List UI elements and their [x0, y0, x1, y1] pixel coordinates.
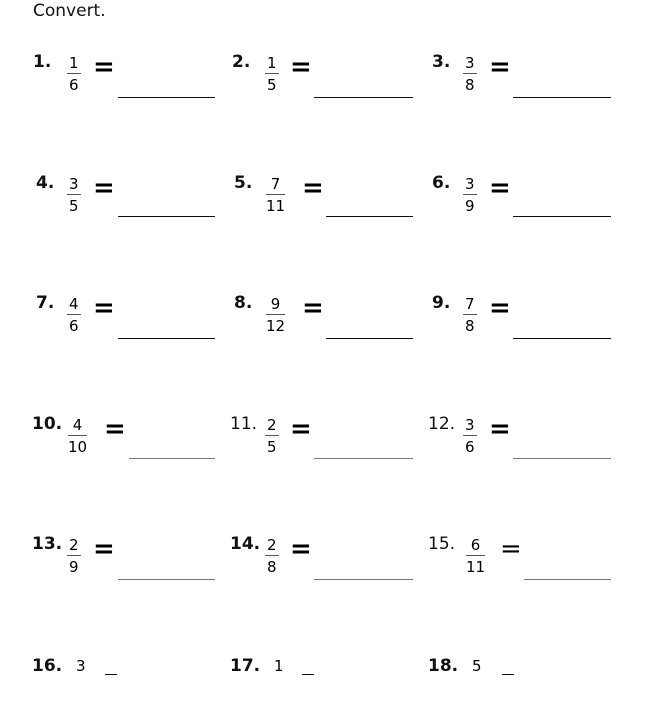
numerator: 2: [267, 536, 277, 554]
problem-number: 5.: [234, 173, 253, 193]
problem-number: 16.: [32, 656, 63, 676]
problem-number: 8.: [234, 293, 253, 313]
numerator: 1: [69, 54, 79, 72]
fraction-bar: [466, 555, 485, 556]
answer-blank-8[interactable]: [326, 338, 413, 339]
numerator: 9: [270, 295, 281, 313]
fraction-bar: [265, 73, 279, 74]
equals-sign: =: [93, 534, 115, 564]
fraction: [266, 295, 285, 335]
denominator: 8: [465, 76, 475, 94]
denominator: 8: [267, 558, 277, 576]
numerator: 2: [267, 416, 277, 434]
fraction: [470, 657, 484, 675]
numerator: 3: [76, 657, 86, 675]
equals-sign: =: [500, 534, 522, 564]
problem-9: [432, 293, 622, 343]
fraction-bar: [67, 73, 81, 74]
denominator: 6: [465, 438, 475, 456]
numerator: 7: [270, 175, 281, 193]
numerator: 3: [465, 175, 475, 193]
problem-8: [234, 293, 424, 343]
instructions-heading: Convert.: [33, 1, 106, 21]
equals-sign: =: [489, 173, 511, 203]
fraction-bar: [67, 194, 81, 195]
problem-15: [428, 534, 618, 584]
numerator: 3: [465, 54, 475, 72]
fraction: [67, 295, 81, 335]
answer-blank-11[interactable]: [314, 458, 413, 459]
problem-number: 10.: [32, 414, 63, 434]
answer-blank-2[interactable]: [314, 97, 413, 98]
problem-number: 4.: [36, 173, 55, 193]
equals-sign: =: [489, 293, 511, 323]
problem-number: 6.: [432, 173, 451, 193]
denominator: 9: [69, 558, 79, 576]
fraction: [272, 657, 286, 675]
fraction-bar: [463, 194, 477, 195]
fraction-bar: [265, 555, 279, 556]
denominator: 8: [465, 317, 475, 335]
answer-blank-5[interactable]: [326, 216, 413, 217]
problem-number: 11.: [230, 414, 258, 434]
numerator: 3: [69, 175, 79, 193]
answer-blank-7[interactable]: [118, 338, 215, 339]
problem-16: [32, 656, 222, 706]
answer-blank-6[interactable]: [513, 216, 611, 217]
numerator: 1: [267, 54, 277, 72]
denominator: 9: [465, 197, 475, 215]
numerator: 5: [472, 657, 482, 675]
problem-number: 15.: [428, 534, 456, 554]
problem-7: [36, 293, 226, 343]
equals-sign: =: [290, 534, 312, 564]
numerator: 7: [465, 295, 475, 313]
answer-blank-4[interactable]: [118, 216, 215, 217]
problem-12: [428, 414, 618, 464]
problem-number: 13.: [32, 534, 63, 554]
problem-3: [432, 52, 622, 102]
denominator: 11: [466, 558, 486, 576]
answer-blank-3[interactable]: [513, 97, 611, 98]
numerator: 1: [274, 657, 284, 675]
fraction: [463, 416, 477, 456]
fraction: [466, 536, 485, 576]
fraction: [266, 175, 285, 215]
problem-number: 17.: [230, 656, 261, 676]
fraction-bar: [463, 314, 477, 315]
numerator: 4: [72, 416, 83, 434]
fraction-bar: [67, 314, 81, 315]
fraction-bar: [266, 194, 285, 195]
answer-blank-13[interactable]: [118, 579, 215, 580]
fraction: [67, 536, 81, 576]
equals-sign: =: [489, 52, 511, 82]
fraction: [463, 175, 477, 215]
denominator: 10: [68, 438, 88, 456]
fraction: [265, 416, 279, 456]
fraction: [67, 175, 81, 215]
equals-sign: =: [93, 52, 115, 82]
fraction: [463, 54, 477, 94]
fraction: [74, 657, 88, 675]
problem-number: 7.: [36, 293, 55, 313]
problem-number: 1.: [33, 52, 52, 72]
equals-sign: =: [93, 293, 115, 323]
fraction-bar: [67, 555, 81, 556]
fraction-bar: [68, 435, 87, 436]
problem-number: 18.: [428, 656, 459, 676]
problem-11: [230, 414, 420, 464]
fraction-bar: [266, 314, 285, 315]
problem-10: [32, 414, 222, 464]
problem-13: [32, 534, 222, 584]
fraction: [265, 54, 279, 94]
numerator: 4: [69, 295, 79, 313]
fraction: [463, 295, 477, 335]
problem-number: 12.: [428, 414, 456, 434]
fraction: [67, 54, 81, 94]
problem-1: [33, 52, 223, 102]
problem-number: 14.: [230, 534, 261, 554]
problem-number: 2.: [232, 52, 251, 72]
denominator: 5: [267, 76, 277, 94]
denominator: 6: [69, 317, 79, 335]
fraction: [265, 536, 279, 576]
denominator: 6: [69, 76, 79, 94]
problem-17: [230, 656, 420, 706]
denominator: 5: [267, 438, 277, 456]
numerator: 2: [69, 536, 79, 554]
answer-blank-12[interactable]: [513, 458, 611, 459]
fraction-bar: [463, 435, 477, 436]
equals-sign: =: [104, 414, 126, 444]
equals-sign: =: [489, 414, 511, 444]
equals-sign: =: [302, 293, 324, 323]
answer-blank-15[interactable]: [524, 579, 611, 580]
problem-number: 9.: [432, 293, 451, 313]
fraction-bar: [463, 73, 477, 74]
problem-2: [232, 52, 422, 102]
denominator: 5: [69, 197, 79, 215]
equals-sign: =: [290, 414, 312, 444]
answer-blank-10[interactable]: [129, 458, 215, 459]
problem-number: 3.: [432, 52, 451, 72]
equals-sign: =: [302, 173, 324, 203]
problem-14: [230, 534, 420, 584]
denominator: 11: [266, 197, 286, 215]
fraction-bar: [265, 435, 279, 436]
denominator: 12: [266, 317, 286, 335]
numerator: 3: [465, 416, 475, 434]
problem-18: [428, 656, 618, 706]
numerator: 6: [470, 536, 481, 554]
answer-blank-14[interactable]: [314, 579, 413, 580]
equals-sign: =: [290, 52, 312, 82]
answer-blank-1[interactable]: [118, 97, 215, 98]
answer-blank-9[interactable]: [513, 338, 611, 339]
fraction: [68, 416, 87, 456]
equals-sign: =: [93, 173, 115, 203]
